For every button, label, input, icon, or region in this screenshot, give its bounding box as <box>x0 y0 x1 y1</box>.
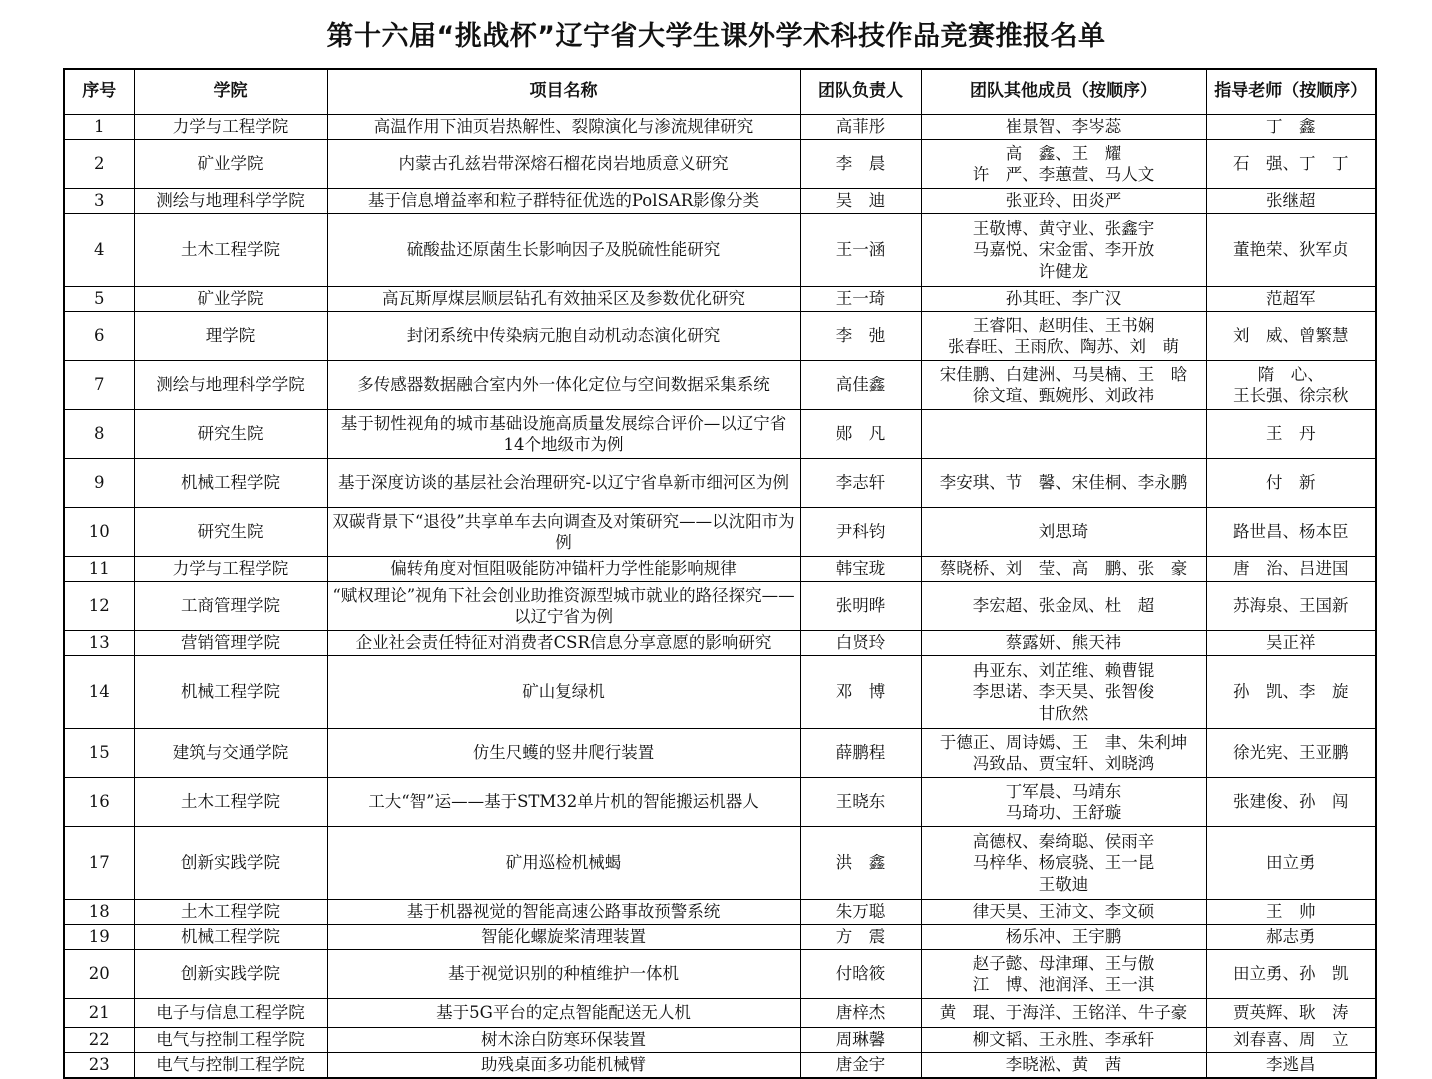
cell-members: 律天昊、王沛文、李文硕 <box>921 900 1206 925</box>
cell-leader: 朱万聪 <box>800 900 921 925</box>
cell-members <box>921 410 1206 459</box>
table-row <box>64 582 1376 631</box>
cell-advisors: 刘 威、曾繁慧 <box>1206 312 1376 361</box>
cell-leader: 吴 迪 <box>800 189 921 214</box>
cell-project: 高温作用下油页岩热解性、裂隙演化与渗流规律研究 <box>327 115 800 140</box>
cell-no: 6 <box>64 312 134 361</box>
cell-leader: 洪 鑫 <box>800 827 921 900</box>
cell-project: 智能化螺旋桨清理装置 <box>327 925 800 950</box>
cell-college: 矿业学院 <box>134 140 327 189</box>
cell-college: 理学院 <box>134 312 327 361</box>
cell-college: 矿业学院 <box>134 287 327 312</box>
table-row <box>64 827 1376 900</box>
table-row <box>64 925 1376 950</box>
cell-members: 李晓淞、黄 茜 <box>921 1053 1206 1079</box>
cell-leader: 王一涵 <box>800 214 921 287</box>
cell-advisors: 孙 凯、李 旋 <box>1206 656 1376 729</box>
column-header-project: 项目名称 <box>327 69 800 115</box>
cell-leader: 白贤玲 <box>800 631 921 656</box>
cell-advisors: 唐 治、吕进国 <box>1206 557 1376 582</box>
cell-advisors: 张继超 <box>1206 189 1376 214</box>
cell-advisors: 路世昌、杨本臣 <box>1206 508 1376 557</box>
cell-no: 11 <box>64 557 134 582</box>
cell-college: 力学与工程学院 <box>134 115 327 140</box>
cell-college: 研究生院 <box>134 410 327 459</box>
cell-college: 创新实践学院 <box>134 827 327 900</box>
cell-members: 冉亚东、刘芷维、赖曹锟 李思诺、李天昊、张智俊 甘欣然 <box>921 656 1206 729</box>
cell-members: 王睿阳、赵明佳、王书娴 张春旺、王雨欣、陶苏、刘 萌 <box>921 312 1206 361</box>
table-row <box>64 656 1376 729</box>
cell-no: 19 <box>64 925 134 950</box>
table-row <box>64 631 1376 656</box>
cell-project: 封闭系统中传染病元胞自动机动态演化研究 <box>327 312 800 361</box>
cell-college: 工商管理学院 <box>134 582 327 631</box>
cell-leader: 邓 博 <box>800 656 921 729</box>
cell-project: 基于深度访谈的基层社会治理研究-以辽宁省阜新市细河区为例 <box>327 459 800 508</box>
cell-no: 17 <box>64 827 134 900</box>
nomination-table <box>63 68 1377 1079</box>
cell-advisors: 田立勇、孙 凯 <box>1206 950 1376 999</box>
cell-leader: 张明晔 <box>800 582 921 631</box>
cell-project: 基于韧性视角的城市基础设施高质量发展综合评价—以辽宁省14个地级市为例 <box>327 410 800 459</box>
column-header-leader: 团队负责人 <box>800 69 921 115</box>
cell-college: 力学与工程学院 <box>134 557 327 582</box>
cell-advisors: 郝志勇 <box>1206 925 1376 950</box>
cell-no: 10 <box>64 508 134 557</box>
cell-no: 4 <box>64 214 134 287</box>
cell-project: 仿生尺蠖的竖井爬行装置 <box>327 729 800 778</box>
cell-college: 电气与控制工程学院 <box>134 1028 327 1053</box>
cell-project: 企业社会责任特征对消费者CSR信息分享意愿的影响研究 <box>327 631 800 656</box>
cell-college: 电子与信息工程学院 <box>134 999 327 1028</box>
cell-no: 21 <box>64 999 134 1028</box>
cell-project: “赋权理论”视角下社会创业助推资源型城市就业的路径探究——以辽宁省为例 <box>327 582 800 631</box>
cell-no: 9 <box>64 459 134 508</box>
column-header-advisors: 指导老师（按顺序） <box>1206 69 1376 115</box>
cell-members: 李宏超、张金凤、杜 超 <box>921 582 1206 631</box>
cell-no: 8 <box>64 410 134 459</box>
cell-members: 宋佳鹏、白建洲、马昊楠、王 晗 徐文瑄、甄婉彤、刘政祎 <box>921 361 1206 410</box>
cell-leader: 李 晨 <box>800 140 921 189</box>
cell-advisors: 吴正祥 <box>1206 631 1376 656</box>
cell-college: 机械工程学院 <box>134 925 327 950</box>
cell-members: 丁军晨、马靖东 马琦功、王舒璇 <box>921 778 1206 827</box>
cell-members: 高德权、秦绮聪、侯雨辛 马梓华、杨宸骁、王一昆 王敬迪 <box>921 827 1206 900</box>
cell-project: 矿用巡检机械蝎 <box>327 827 800 900</box>
cell-members: 柳文韬、王永胜、李承轩 <box>921 1028 1206 1053</box>
table-row <box>64 999 1376 1028</box>
cell-college: 营销管理学院 <box>134 631 327 656</box>
cell-leader: 周琳馨 <box>800 1028 921 1053</box>
cell-members: 刘思琦 <box>921 508 1206 557</box>
cell-members: 李安琪、节 馨、宋佳桐、李永鹏 <box>921 459 1206 508</box>
cell-college: 创新实践学院 <box>134 950 327 999</box>
cell-advisors: 李逃昌 <box>1206 1053 1376 1079</box>
cell-members: 于德正、周诗嫣、王 聿、朱利坤 冯致品、贾宝轩、刘晓鸿 <box>921 729 1206 778</box>
cell-project: 偏转角度对恒阻吸能防冲锚杆力学性能影响规律 <box>327 557 800 582</box>
cell-college: 建筑与交通学院 <box>134 729 327 778</box>
cell-advisors: 隋 心、 王长强、徐宗秋 <box>1206 361 1376 410</box>
table-row <box>64 459 1376 508</box>
cell-project: 内蒙古孔兹岩带深熔石榴花岗岩地质意义研究 <box>327 140 800 189</box>
cell-advisors: 刘春喜、周 立 <box>1206 1028 1376 1053</box>
cell-members: 崔景智、李岑蕊 <box>921 115 1206 140</box>
cell-advisors: 王 丹 <box>1206 410 1376 459</box>
table-row <box>64 950 1376 999</box>
cell-no: 3 <box>64 189 134 214</box>
table-row <box>64 189 1376 214</box>
table-row <box>64 557 1376 582</box>
cell-leader: 王一琦 <box>800 287 921 312</box>
cell-no: 13 <box>64 631 134 656</box>
cell-members: 张亚玲、田炎严 <box>921 189 1206 214</box>
cell-no: 5 <box>64 287 134 312</box>
page-title: 第十六届“挑战杯”辽宁省大学生课外学术科技作品竞赛推报名单 <box>326 21 1106 52</box>
cell-project: 矿山复绿机 <box>327 656 800 729</box>
table-row <box>64 214 1376 287</box>
cell-college: 机械工程学院 <box>134 656 327 729</box>
cell-leader: 薛鹏程 <box>800 729 921 778</box>
cell-advisors: 王 帅 <box>1206 900 1376 925</box>
cell-members: 赵子懿、母津琿、王与傲 江 博、池润泽、王一淇 <box>921 950 1206 999</box>
cell-project: 多传感器数据融合室内外一体化定位与空间数据采集系统 <box>327 361 800 410</box>
cell-leader: 高佳鑫 <box>800 361 921 410</box>
cell-college: 机械工程学院 <box>134 459 327 508</box>
table-row <box>64 287 1376 312</box>
cell-no: 12 <box>64 582 134 631</box>
cell-advisors: 丁 鑫 <box>1206 115 1376 140</box>
cell-members: 高 鑫、王 耀 许 严、李蕙萱、马人文 <box>921 140 1206 189</box>
cell-advisors: 田立勇 <box>1206 827 1376 900</box>
table-row <box>64 312 1376 361</box>
cell-members: 蔡晓桥、刘 莹、高 鹏、张 豪 <box>921 557 1206 582</box>
cell-no: 7 <box>64 361 134 410</box>
cell-project: 基于信息增益率和粒子群特征优选的PolSAR影像分类 <box>327 189 800 214</box>
cell-advisors: 徐光宪、王亚鹏 <box>1206 729 1376 778</box>
cell-leader: 韩宝珑 <box>800 557 921 582</box>
cell-project: 助残桌面多功能机械臂 <box>327 1053 800 1079</box>
cell-project: 树木涂白防寒环保装置 <box>327 1028 800 1053</box>
cell-college: 研究生院 <box>134 508 327 557</box>
cell-project: 硫酸盐还原菌生长影响因子及脱硫性能研究 <box>327 214 800 287</box>
table-row <box>64 778 1376 827</box>
cell-advisors: 张建俊、孙 闯 <box>1206 778 1376 827</box>
column-header-members: 团队其他成员（按顺序） <box>921 69 1206 115</box>
cell-leader: 尹科钧 <box>800 508 921 557</box>
table-row <box>64 900 1376 925</box>
cell-project: 工大“智”运——基于STM32单片机的智能搬运机器人 <box>327 778 800 827</box>
table-row <box>64 115 1376 140</box>
cell-advisors: 苏海泉、王国新 <box>1206 582 1376 631</box>
column-header-college: 学院 <box>134 69 327 115</box>
cell-members: 孙其旺、李广汉 <box>921 287 1206 312</box>
cell-college: 电气与控制工程学院 <box>134 1053 327 1079</box>
table-row <box>64 1028 1376 1053</box>
cell-no: 2 <box>64 140 134 189</box>
cell-no: 18 <box>64 900 134 925</box>
cell-college: 土木工程学院 <box>134 214 327 287</box>
cell-advisors: 付 新 <box>1206 459 1376 508</box>
cell-advisors: 贾英辉、耿 涛 <box>1206 999 1376 1028</box>
cell-advisors: 范超军 <box>1206 287 1376 312</box>
cell-no: 16 <box>64 778 134 827</box>
cell-leader: 李志轩 <box>800 459 921 508</box>
cell-members: 杨乐冲、王宇鹏 <box>921 925 1206 950</box>
cell-leader: 付晗筱 <box>800 950 921 999</box>
table-row <box>64 361 1376 410</box>
table-row <box>64 508 1376 557</box>
cell-college: 测绘与地理科学学院 <box>134 189 327 214</box>
cell-members: 王敬博、黄守业、张鑫宇 马嘉悦、宋金雷、李开放 许健龙 <box>921 214 1206 287</box>
cell-leader: 方 震 <box>800 925 921 950</box>
cell-no: 15 <box>64 729 134 778</box>
table-header-row <box>64 69 1376 115</box>
cell-college: 土木工程学院 <box>134 778 327 827</box>
cell-no: 14 <box>64 656 134 729</box>
cell-no: 1 <box>64 115 134 140</box>
cell-project: 基于5G平台的定点智能配送无人机 <box>327 999 800 1028</box>
cell-no: 23 <box>64 1053 134 1079</box>
cell-project: 双碳背景下“退役”共享单车去向调查及对策研究——以沈阳市为例 <box>327 508 800 557</box>
cell-leader: 郧 凡 <box>800 410 921 459</box>
cell-no: 20 <box>64 950 134 999</box>
cell-leader: 王晓东 <box>800 778 921 827</box>
cell-project: 高瓦斯厚煤层顺层钻孔有效抽采区及参数优化研究 <box>327 287 800 312</box>
table-row <box>64 729 1376 778</box>
table-row <box>64 140 1376 189</box>
cell-project: 基于机器视觉的智能高速公路事故预警系统 <box>327 900 800 925</box>
cell-advisors: 石 强、丁 丁 <box>1206 140 1376 189</box>
cell-college: 测绘与地理科学学院 <box>134 361 327 410</box>
table-row <box>64 1053 1376 1079</box>
cell-project: 基于视觉识别的种植维护一体机 <box>327 950 800 999</box>
table-row <box>64 410 1376 459</box>
cell-leader: 高菲彤 <box>800 115 921 140</box>
cell-members: 蔡露妍、熊天祎 <box>921 631 1206 656</box>
cell-leader: 李 弛 <box>800 312 921 361</box>
cell-leader: 唐梓杰 <box>800 999 921 1028</box>
cell-no: 22 <box>64 1028 134 1053</box>
cell-advisors: 董艳荣、狄军贞 <box>1206 214 1376 287</box>
cell-members: 黄 琨、于海洋、王铭洋、牛子豪 <box>921 999 1206 1028</box>
cell-leader: 唐金宇 <box>800 1053 921 1079</box>
column-header-no: 序号 <box>64 69 134 115</box>
cell-college: 土木工程学院 <box>134 900 327 925</box>
